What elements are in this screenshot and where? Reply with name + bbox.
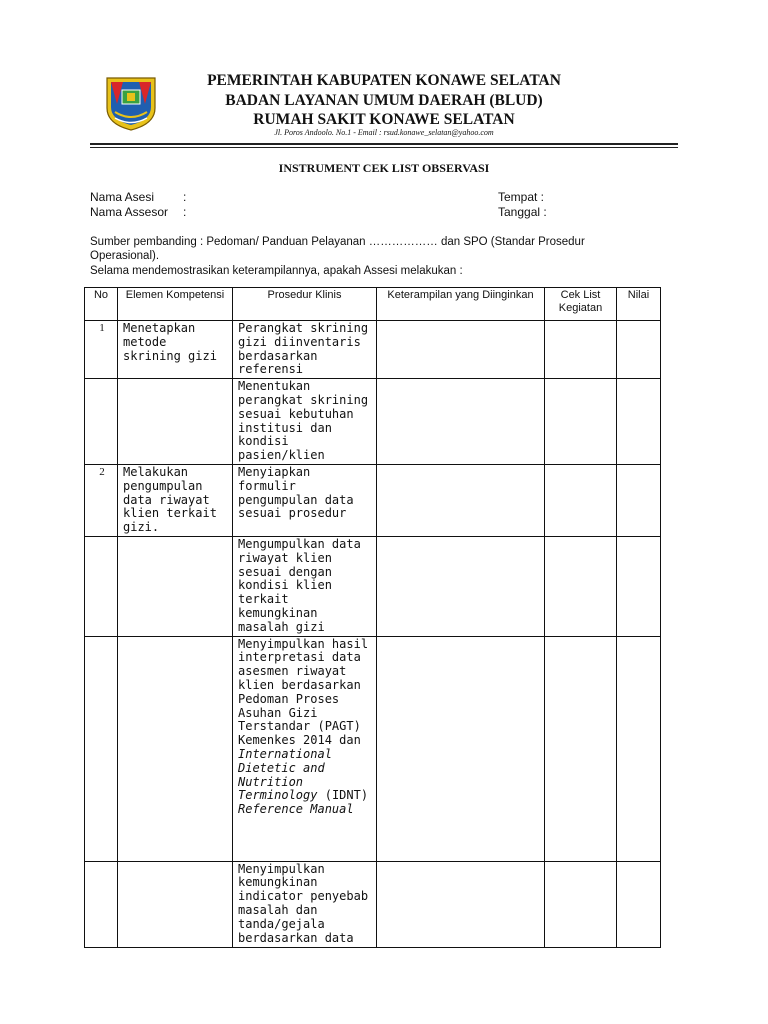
instruction-text: Selama mendemostrasikan keterampilannya, apakah Assesi melakukan : [90,265,463,277]
prosedur-text-part-b: International Dietetic and Nutrition Terminology [238,746,332,803]
cell-elemen: Melakukan pengumpulan data riwayat klien terkait gizi. [118,464,233,536]
header-line-3: RUMAH SAKIT KONAWE SELATAN [253,111,515,128]
header-line-1: PEMERINTAH KABUPATEN KONAWE SELATAN [207,72,561,89]
nama-assesor-colon: : [183,205,187,219]
table-row [85,464,661,536]
header-address: Jl. Poros Andoolo. No.1 - Email : rsud.konawe_selatan@yahoo.com [274,128,494,137]
cell-keterampilan[interactable] [377,861,545,947]
header-cek-list: Cek List Kegiatan [545,288,617,321]
table-header-row [85,288,661,321]
cell-nilai[interactable] [617,861,661,947]
tanggal-label: Tanggal : [498,205,547,219]
sumber-pembanding: Sumber pembanding : Pedoman/ Panduan Pelayanan ……………… dan SPO (Standar Prosedur Operasional). [90,236,585,262]
cell-no [85,536,118,636]
cell-cek-list[interactable] [545,536,617,636]
prosedur-text-part-a: Menyimpulkan hasil interpretasi data asesmen riwayat klien berdasarkan Pedoman Proses Asuhan Gizi Terstandar (PAGT) Kemenkes 2014 dan [238,636,369,748]
cell-cek-list[interactable] [545,321,617,379]
cell-prosedur: Menentukan perangkat skrining sesuai kebutuhan institusi dan kondisi pasien/klien [233,379,377,465]
cell-nilai[interactable] [617,536,661,636]
table-row [85,536,661,636]
cell-prosedur: Perangkat skrining gizi diinventaris berdasarkan referensi [233,321,377,379]
cell-nilai[interactable] [617,379,661,465]
regency-coat-of-arms-icon [103,74,159,132]
cell-no [85,636,118,861]
cell-no: 1 [85,321,118,379]
table-row [85,636,661,861]
cell-keterampilan[interactable] [377,636,545,861]
cell-keterampilan[interactable] [377,536,545,636]
header-nilai: Nilai [617,288,661,321]
cell-elemen: Menetapkan metode skrining gizi [118,321,233,379]
cell-elemen [118,379,233,465]
cell-nilai[interactable] [617,321,661,379]
cell-elemen [118,536,233,636]
header-elemen-kompetensi: Elemen Kompetensi [118,288,233,321]
nama-assesor-label: Nama Assesor [90,205,169,219]
header-divider-thick [90,143,678,145]
prosedur-text-part-d: Reference Manual [238,802,354,817]
cell-no [85,861,118,947]
header-prosedur-klinis: Prosedur Klinis [233,288,377,321]
tempat-label: Tempat : [498,190,545,204]
cell-cek-list[interactable] [545,861,617,947]
cell-nilai[interactable] [617,464,661,536]
table-row [85,861,661,947]
header-no: No [85,288,118,321]
cell-no: 2 [85,464,118,536]
cell-prosedur: Menyimpulkan kemungkinan indicator penyebab masalah dan tanda/gejala berdasarkan data [233,861,377,947]
cell-no [85,379,118,465]
cell-prosedur [233,636,377,861]
cell-elemen [118,861,233,947]
cell-cek-list[interactable] [545,636,617,861]
nama-asesi-label: Nama Asesi [90,190,155,204]
cell-keterampilan[interactable] [377,464,545,536]
cell-prosedur: Menyiapkan formulir pengumpulan data sesuai prosedur [233,464,377,536]
header-keterampilan: Keterampilan yang Diinginkan [377,288,545,321]
cell-prosedur: Mengumpulkan data riwayat klien sesuai dengan kondisi klien terkait kemungkinan masalah gizi [233,536,377,636]
cell-cek-list[interactable] [545,464,617,536]
cell-cek-list[interactable] [545,379,617,465]
observation-checklist-table [84,287,661,948]
document-title: INSTRUMENT CEK LIST OBSERVASI [278,161,490,175]
table-row [85,379,661,465]
header-divider-thin [90,147,678,148]
cell-keterampilan[interactable] [377,379,545,465]
header-line-2: BADAN LAYANAN UMUM DAERAH (BLUD) [225,92,543,109]
cell-elemen [118,636,233,861]
cell-nilai[interactable] [617,636,661,861]
table-row [85,321,661,379]
nama-asesi-colon: : [183,190,187,204]
prosedur-text-part-c: (IDNT) [324,788,369,803]
cell-keterampilan[interactable] [377,321,545,379]
